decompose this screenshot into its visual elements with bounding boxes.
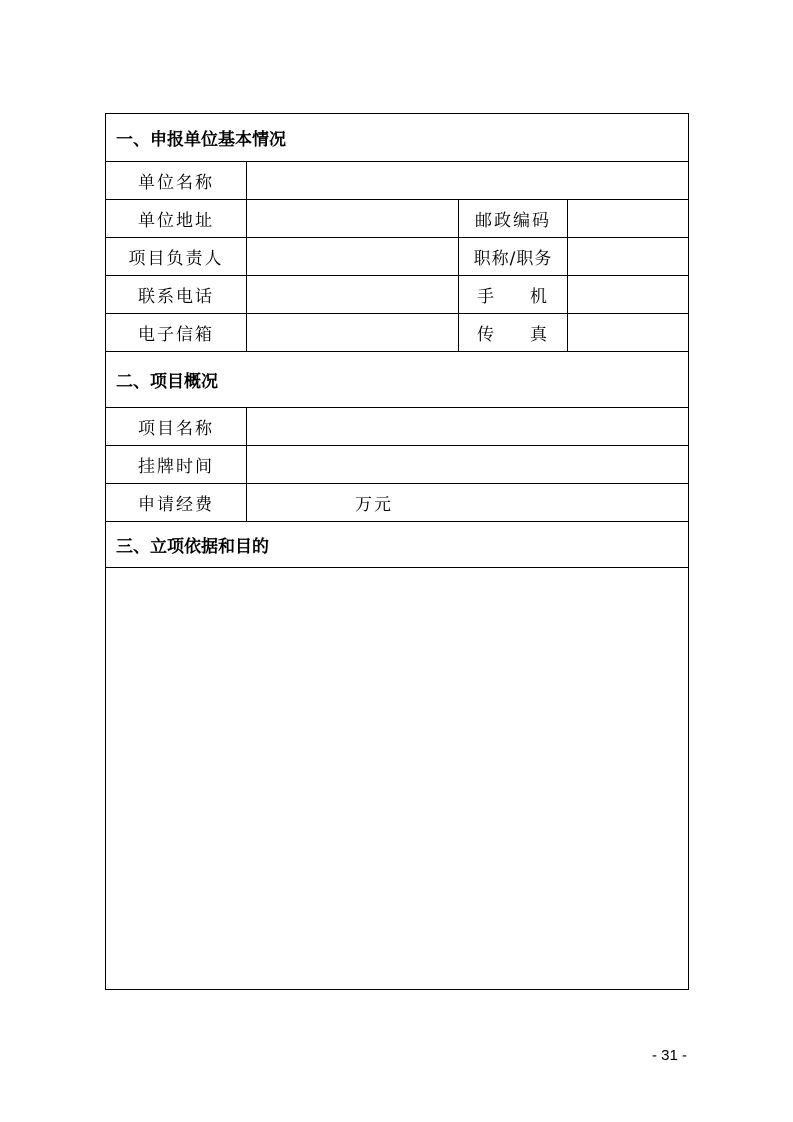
section-1-header [106,114,688,162]
mobile-label-char-2: 机 [530,287,549,307]
funding-label: 申请经费 [138,495,214,515]
title-position-field[interactable] [567,238,688,275]
email-field[interactable] [246,314,458,351]
title-position-label: 职称/职务 [458,238,567,275]
email-label: 电子信箱 [138,325,214,345]
project-name-field[interactable] [246,408,688,445]
project-name-label: 项目名称 [138,419,214,439]
section-2-header [106,352,688,408]
unit-name-field[interactable] [246,162,688,199]
fax-label [458,314,567,351]
project-leader-label: 项目负责人 [128,249,224,269]
project-leader-field[interactable] [246,238,458,275]
unit-address-field[interactable] [246,200,458,237]
row-email [106,314,688,352]
section-3-title: 三、立项依据和目的 [116,537,269,557]
row-listing-time [106,446,688,484]
row-unit-address [106,200,688,238]
page-number: - 31 - [651,1047,687,1064]
funding-field[interactable] [246,484,688,521]
section-2-title: 二、项目概况 [116,372,218,392]
row-project-name [106,408,688,446]
unit-name-label: 单位名称 [138,173,214,193]
contact-phone-label: 联系电话 [138,287,214,307]
section-1-title: 一、申报单位基本情况 [116,130,286,150]
row-contact-phone [106,276,688,314]
mobile-label [458,276,567,313]
application-form-table [105,113,689,990]
postal-code-field[interactable] [567,200,688,237]
listing-time-label: 挂牌时间 [138,457,214,477]
unit-address-label: 单位地址 [138,211,214,231]
mobile-label-char-1: 手 [477,287,496,307]
mobile-field[interactable] [567,276,688,313]
row-unit-name [106,162,688,200]
funding-unit: 万元 [355,495,393,515]
row-funding [106,484,688,522]
section-3-body[interactable] [106,568,688,989]
fax-field[interactable] [567,314,688,351]
contact-phone-field[interactable] [246,276,458,313]
listing-time-field[interactable] [246,446,688,483]
row-project-leader [106,238,688,276]
fax-label-char-1: 传 [477,325,496,345]
fax-label-char-2: 真 [530,325,549,345]
postal-code-label: 邮政编码 [458,200,567,237]
section-3-header [106,522,688,568]
